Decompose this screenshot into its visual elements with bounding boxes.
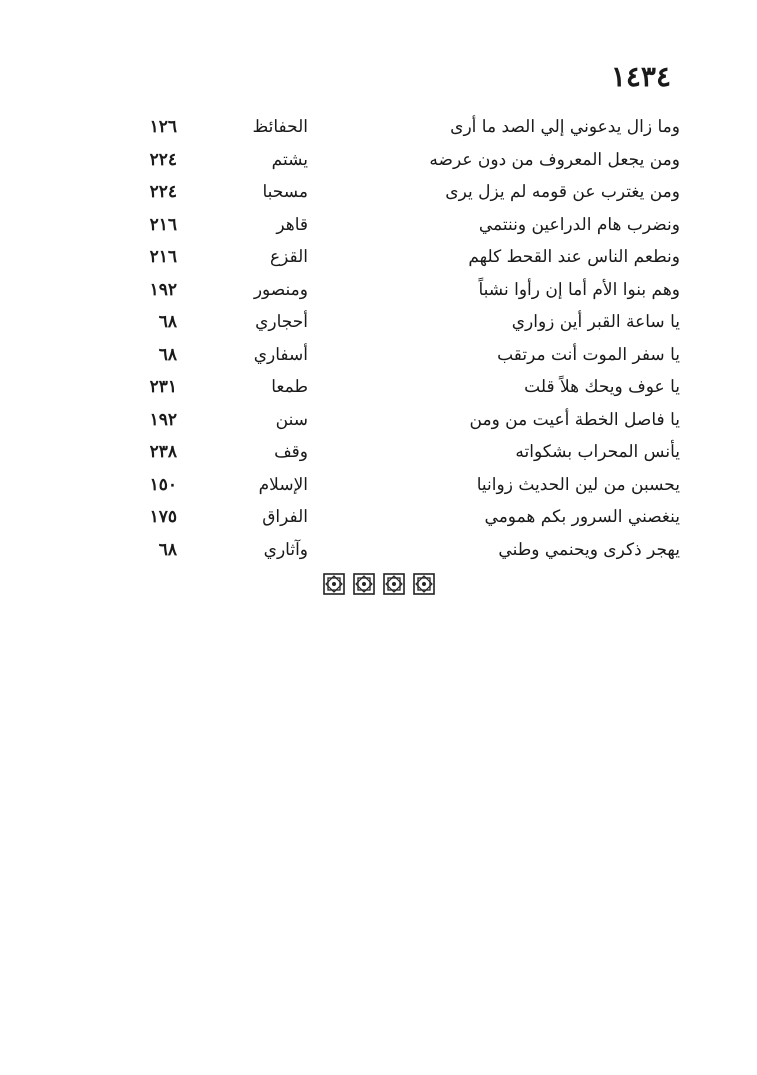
rhyme-word: وآثاري — [263, 539, 308, 560]
page-reference: ٦٨ — [158, 539, 177, 560]
verse-first-line: يا فاصل الخطة أعيت من ومن — [469, 409, 680, 430]
index-row — [130, 438, 680, 471]
index-row — [130, 178, 680, 211]
index-row — [130, 536, 680, 569]
rhyme-word: طمعا — [271, 377, 308, 397]
index-row — [130, 276, 680, 309]
index-row — [130, 243, 680, 276]
verse-first-line: يا عوف ويحك هلاً قلت — [524, 377, 680, 397]
rhyme-word: سنن — [275, 409, 308, 430]
verse-first-line: ومن يجعل المعروف من دون عرضه — [429, 149, 680, 170]
page-reference: ١٩٢ — [149, 409, 177, 430]
verse-first-line: يأنس المحراب بشكواته — [515, 442, 680, 462]
index-row — [130, 341, 680, 374]
square-knot-ornament-icon — [383, 573, 405, 595]
index-row — [130, 113, 680, 146]
page-reference: ١٧٥ — [149, 507, 177, 527]
page-reference: ٦٨ — [158, 312, 177, 332]
verse-first-line: ونضرب هام الدراعين وننتمي — [478, 214, 680, 235]
verse-first-line: ونطعم الناس عند القحط كلهم — [468, 247, 680, 267]
rhyme-word: أسفاري — [253, 344, 308, 365]
index-row — [130, 503, 680, 536]
page-reference: ١٥٠ — [149, 474, 177, 495]
verse-first-line: يا سفر الموت أنت مرتقب — [497, 344, 680, 365]
rhyme-word: مسحبا — [262, 182, 308, 202]
rhyme-word: قاهر — [276, 214, 308, 235]
index-row — [130, 471, 680, 504]
rhyme-word: يشتم — [271, 149, 308, 170]
index-row — [130, 406, 680, 439]
square-knot-ornament-icon — [413, 573, 435, 595]
page-reference: ١٩٢ — [149, 279, 177, 300]
square-knot-ornament-icon — [323, 573, 345, 595]
page-reference: ٢١٦ — [149, 214, 177, 235]
verse-first-line: ومن يغترب عن قومه لم يزل يرى — [445, 182, 680, 202]
rhyme-word: وقف — [274, 442, 308, 462]
square-knot-ornament-icon — [353, 573, 375, 595]
rhyme-word: القزع — [269, 247, 308, 267]
page-number: ١٤٣٤ — [610, 60, 671, 93]
verse-index-list — [130, 113, 680, 568]
page-reference: ١٢٦ — [149, 117, 177, 137]
end-of-section-ornaments — [0, 573, 757, 595]
verse-first-line: وهم بنوا الأم أما إن رأوا نشباً — [478, 279, 680, 300]
rhyme-word: ومنصور — [253, 279, 308, 300]
rhyme-word: الفراق — [262, 507, 308, 527]
index-row — [130, 373, 680, 406]
rhyme-word: أحجاري — [255, 312, 308, 332]
page-reference: ٢١٦ — [149, 247, 177, 267]
rhyme-word: الإسلام — [258, 474, 308, 495]
index-row — [130, 308, 680, 341]
page-reference: ٢٣٨ — [149, 442, 177, 462]
page-reference: ٢٢٤ — [149, 149, 177, 170]
index-row — [130, 211, 680, 244]
verse-first-line: يحسبن من لين الحديث زوانيا — [476, 474, 680, 495]
verse-first-line: وما زال يدعوني إلي الصد ما أرى — [450, 117, 680, 137]
verse-first-line: يا ساعة القبر أين زواري — [511, 312, 680, 332]
page-reference: ٢٣١ — [149, 377, 177, 397]
verse-first-line: ينغصني السرور بكم همومي — [484, 507, 680, 527]
index-row — [130, 146, 680, 179]
page-reference: ٦٨ — [158, 344, 177, 365]
verse-first-line: يهجر ذكرى ويحنمي وطني — [498, 539, 680, 560]
page-reference: ٢٢٤ — [149, 182, 177, 202]
rhyme-word: الحفائظ — [252, 117, 308, 137]
